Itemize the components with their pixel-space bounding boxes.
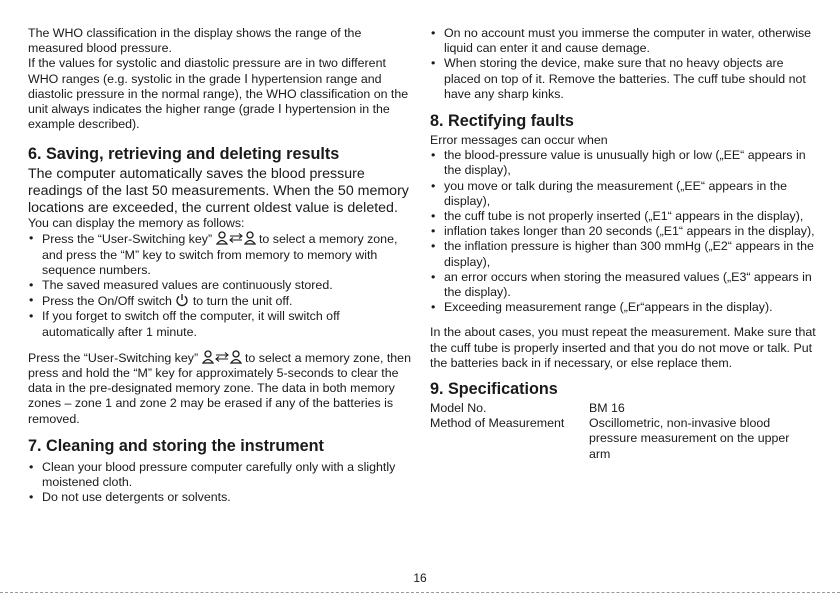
table-row xyxy=(430,401,814,416)
table-row xyxy=(430,416,814,462)
bullet-text-start: Press the “User-Switching key” xyxy=(42,232,213,247)
left-column xyxy=(28,26,413,505)
list-item: • the cuff tube is not properly inserted („E1“ appears in the display), xyxy=(430,209,820,224)
specifications-table xyxy=(430,401,814,462)
list-item: • The saved measured values are continuously stored. xyxy=(28,278,413,293)
spec-key: Model No. xyxy=(430,401,487,416)
paragraph-text-start: Press the “User-Switching key” xyxy=(28,350,199,365)
section-7-bullet-list xyxy=(28,460,413,506)
user-switching-key-icon xyxy=(216,231,256,245)
list-item: • inflation takes longer than 20 seconds („E1“ appears in the display), xyxy=(430,224,820,239)
intro-paragraph-1: The WHO classification in the display shows the range of the measured blood pressure. xyxy=(28,26,362,56)
section-7-heading: 7. Cleaning and storing the instrument xyxy=(28,436,324,455)
paragraph-text-end: to select a memory zone, then press and hold the “M” key for approximately 5-seconds to clear the data in the pre-designated memory zone. The data in both memory zones – zone 1 and zone 2 may be erased if any of the batteries is removed. xyxy=(28,350,411,426)
list-item: • On no account must you immerse the computer in water, otherwise liquid can enter it and cause demage. xyxy=(430,26,820,56)
section-8-closing: In the about cases, you must repeat the measurement. Make sure that the cuff tube is properly inserted and that you do not move or talk. Put the batteries back in if necessary, or else replace them. xyxy=(430,325,816,370)
spec-value: Oscillometric, non-invasive blood pressure measurement on the upper arm xyxy=(589,416,790,461)
bullet-text-end: to select a memory zone, and press the “M” key to switch from memory to memory with sequence numbers. xyxy=(42,232,398,277)
list-item xyxy=(28,231,413,278)
section-6-lead: The computer automatically saves the blood pressure readings of the last 50 measurements. When the 50 memory locations are exceeded, the current oldest value is deleted. xyxy=(28,166,409,216)
list-item: • When storing the device, make sure that no heavy objects are placed on top of it. Remove the batteries. The cuff tube should not have any sharp kinks. xyxy=(430,56,820,102)
section-6-clear-memory-paragraph xyxy=(28,350,413,427)
list-item: • the inflation pressure is higher than 300 mmHg („E2“ appears in the display), xyxy=(430,239,820,269)
list-item xyxy=(28,293,413,309)
section-9-heading: 9. Specifications xyxy=(430,380,558,399)
list-item: • Do not use detergents or solvents. xyxy=(28,490,413,505)
section-6-display-intro: You can display the memory as follows: xyxy=(28,216,245,231)
section-6-bullet-list xyxy=(28,231,413,339)
page-number: 16 xyxy=(413,571,427,585)
footer-divider xyxy=(0,592,840,593)
list-item: • the blood-pressure value is unusually high or low („EE“ appears in the display), xyxy=(430,148,820,178)
user-switching-key-icon xyxy=(202,350,242,364)
section-8-intro: Error messages can occur when xyxy=(430,133,608,148)
section-6-heading: 6. Saving, retrieving and deleting results xyxy=(28,145,340,164)
list-item: • Exceeding measurement range („Er“appears in the display). xyxy=(430,300,820,315)
spec-value: BM 16 xyxy=(589,401,625,416)
spec-key: Method of Measurement xyxy=(430,416,565,431)
section-8-heading: 8. Rectifying faults xyxy=(430,112,574,131)
list-item: • Clean your blood pressure computer carefully only with a slightly moistened cloth. xyxy=(28,460,413,490)
storage-bullet-list xyxy=(430,26,820,102)
list-item: • an error occurs when storing the measured values („E3“ appears in the display). xyxy=(430,270,820,300)
intro-paragraph-2: If the values for systolic and diastolic pressure are in two different WHO ranges (e.g. systolic in the grade Ⅰ hypertension range and diastolic pressure in the normal range), the WHO classification on the unit always indicates the higher range (grade Ⅰ hypertension in the example described). xyxy=(28,56,409,132)
bullet-text-end: to turn the unit off. xyxy=(192,294,293,309)
right-column xyxy=(430,26,820,462)
list-item: • If you forget to switch off the computer, it will switch off automatically after 1 minute. xyxy=(28,309,413,339)
section-8-bullet-list xyxy=(430,148,820,315)
bullet-text-start: Press the On/Off switch xyxy=(42,294,172,309)
power-switch-icon xyxy=(175,293,189,307)
list-item: • you move or talk during the measurement („EE“ appears in the display), xyxy=(430,179,820,209)
